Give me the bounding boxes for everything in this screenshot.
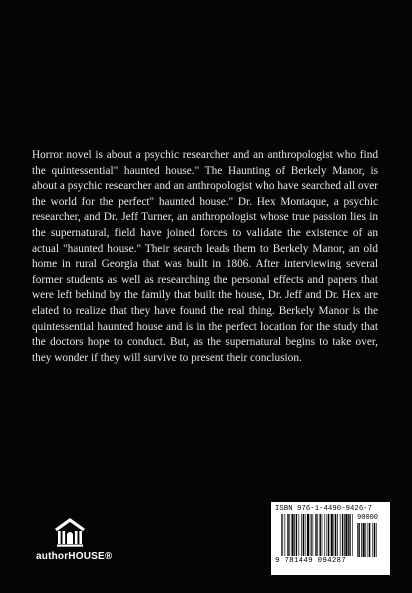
- barcode-addon-bars: [357, 523, 383, 557]
- publisher-logo: [36, 517, 113, 562]
- back-cover-blurb: Horror novel is about a psychic researcher and an anthropologist who find the quintessential" haunted house." The Haunting of Berkely Manor, is about a psychic researcher and an anthropologist who have searched all over the world for the perfect" haunted house." Dr. Hex Montaque, a psychic researcher, and Dr. Jeff Turner, an anthropologist whose true passion lies in the supernatural, field have joined forces to validate the existence of an actual "haunted house." Their search leads them to Berkely Manor, an old home in rural Georgia that was built in 1806. After interviewing several former students as well as researching the personal effects and papers that were left behind by the family that built the house, Dr. Jeff and Dr. Hex are elated to realize that they have found the real thing. Berkely Manor is the quintessential haunted house and is in the perfect location for the study that the doctors hope to conduct. But, as the supernatural begins to take over, they wonder if they will survive to present their conclusion.: [32, 149, 378, 364]
- isbn-label: ISBN 976-1-4490-9426-7: [275, 505, 373, 513]
- isbn-barcode: [271, 502, 390, 575]
- barcode-digits: 9 781449 094287: [275, 557, 347, 565]
- barcode-bars: [275, 514, 386, 566]
- barcode-icon: [281, 514, 353, 558]
- barcode-addon-digits: 90000: [357, 514, 379, 522]
- publisher-name: authorHOUSE®: [36, 551, 113, 562]
- authorhouse-logo-icon: [53, 517, 87, 547]
